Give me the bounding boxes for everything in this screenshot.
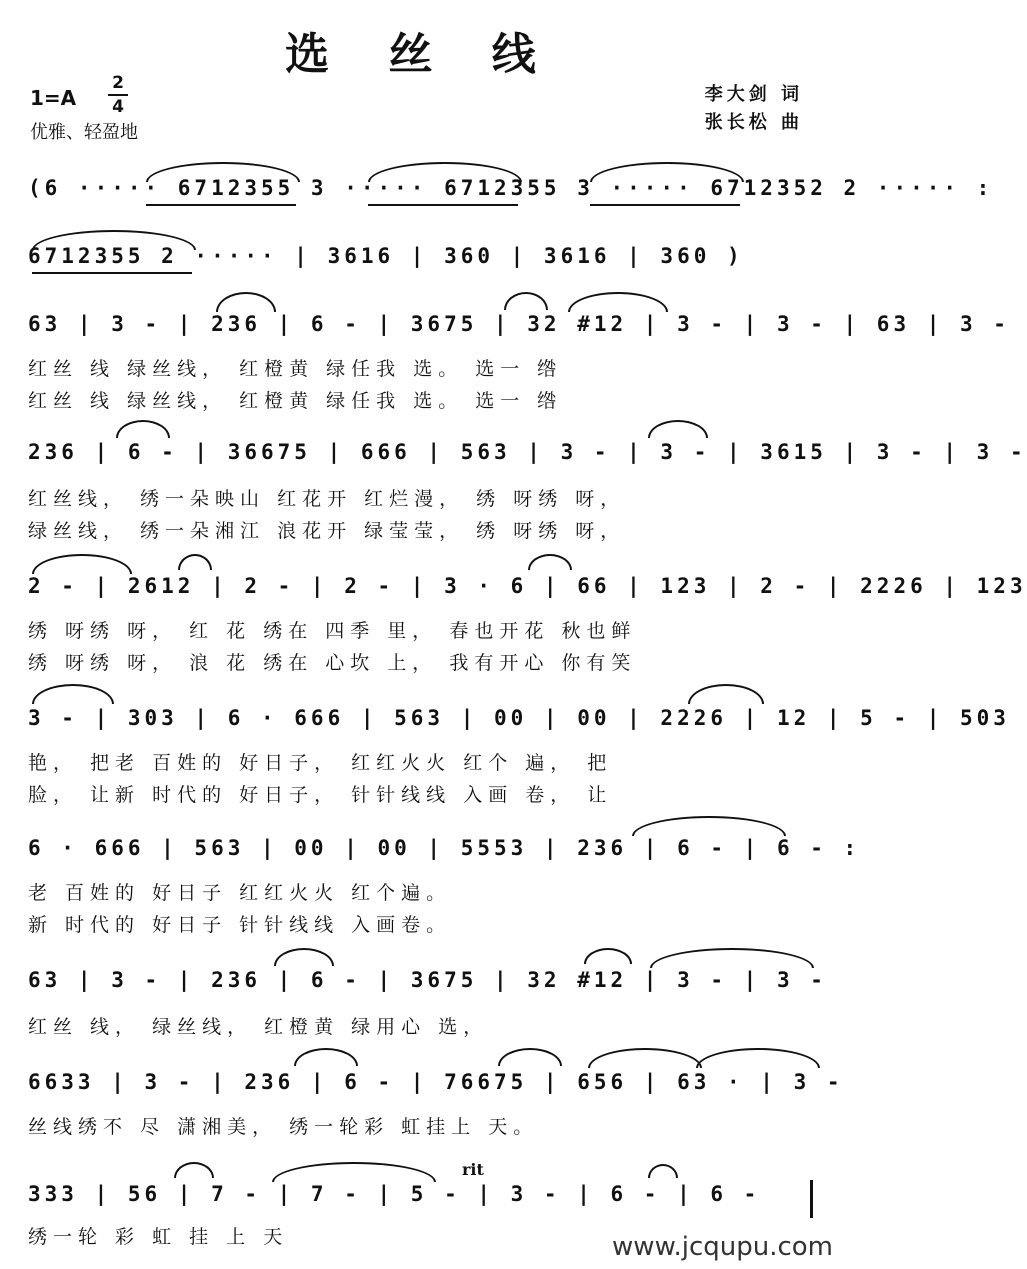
slur-mark <box>32 684 114 704</box>
time-signature <box>108 72 128 118</box>
slur-mark <box>174 1162 214 1178</box>
composer-credit: 张长松 曲 <box>704 112 803 133</box>
slur-mark <box>272 1162 436 1182</box>
lyricist-credit: 李大剑 词 <box>704 84 803 105</box>
time-signature-bar: 4 <box>108 94 128 118</box>
slur-mark <box>216 292 276 312</box>
ritardando-mark: rit <box>462 1160 484 1179</box>
music-row-7 <box>28 836 861 876</box>
slur-mark <box>178 554 212 570</box>
lyrics-verse-2: 新 时代的 好日子 针针线线 入画卷。 <box>28 914 452 936</box>
slur-mark <box>116 420 170 438</box>
jianpu-notes: 2 - | 2612 | 2 - | 2 - | 3 · 6 | 66 | 123 | 2 - | 2226 | 123 <box>28 574 1027 598</box>
music-row-4 <box>28 440 1027 480</box>
beam-line <box>368 204 518 206</box>
final-barline <box>810 1180 813 1218</box>
jianpu-notes: (6 ····· 6712355 3 ····· 6712355 3 ····· 6712352 2 ····· : <box>28 176 994 200</box>
fermata-mark <box>648 1164 678 1178</box>
lyrics-verse-1: 丝线绣不 尽 潇湘美， 绣一轮彩 虹挂上 天。 <box>28 1116 539 1138</box>
jianpu-notes: 333 | 56 | 7 - | 7 - | 5 - | 3 - | 6 - | 6 - <box>28 1182 761 1206</box>
lyrics-verse-2: 绣 呀绣 呀， 浪 花 绣在 心坎 上， 我有开心 你有笑 <box>28 652 637 674</box>
jianpu-notes: 6633 | 3 - | 236 | 6 - | 76675 | 656 | 63 · | 3 - <box>28 1070 844 1094</box>
lyrics-verse-1: 红丝线， 绣一朵映山 红花开 红烂漫， 绣 呀绣 呀， <box>28 488 626 510</box>
lyrics-verse-2: 红丝 线 绿丝线， 红橙黄 绿任我 选。 选一 绺 <box>28 390 563 412</box>
slur-mark <box>688 684 764 704</box>
lyrics-verse-1: 绣 呀绣 呀， 红 花 绣在 四季 里， 春也开花 秋也鲜 <box>28 620 637 642</box>
slur-mark <box>696 1048 820 1068</box>
music-row-5 <box>28 574 1027 614</box>
music-row-9 <box>28 1070 844 1110</box>
slur-mark <box>584 948 632 964</box>
lyrics-verse-1: 老 百姓的 好日子 红红火火 红个遍。 <box>28 882 452 904</box>
lyrics-verse-1: 艳， 把老 百姓的 好日子， 红红火火 红个 遍， 把 <box>28 752 613 774</box>
key-signature: 1=A <box>30 86 77 110</box>
music-row-6 <box>28 706 1010 746</box>
beam-line <box>146 204 296 206</box>
site-watermark: www.jcqupu.com <box>612 1232 833 1262</box>
beam-line <box>32 272 192 274</box>
slur-mark <box>648 420 708 438</box>
slur-mark <box>588 1048 702 1068</box>
music-row-2 <box>28 244 818 284</box>
lyrics-verse-2: 绿丝线， 绣一朵湘江 浪花开 绿莹莹， 绣 呀绣 呀， <box>28 520 626 542</box>
time-signature-top: 2 <box>112 73 124 93</box>
slur-mark <box>650 948 814 968</box>
jianpu-notes: 6712355 2 ····· | 3616 | 360 | 3616 | 360 ) <box>28 244 744 268</box>
slur-mark <box>274 948 334 966</box>
jianpu-notes: 3 - | 303 | 6 · 666 | 563 | 00 | 00 | 2226 | 12 | 5 - | 503 <box>28 706 1010 730</box>
jianpu-notes: 63 | 3 - | 236 | 6 - | 3675 | 32 #12 | 3 - | 3 - <box>28 968 827 992</box>
tempo-expression: 优雅、轻盈地 <box>30 122 138 143</box>
slur-mark <box>32 554 132 574</box>
jianpu-notes: 63 | 3 - | 236 | 6 - | 3675 | 32 #12 | 3 - | 3 - | 63 | 3 - <box>28 312 1010 336</box>
jianpu-notes: 6 · 666 | 563 | 00 | 00 | 5553 | 236 | 6 - | 6 - : <box>28 836 861 860</box>
lyrics-verse-1: 红丝 线， 绿丝线， 红橙黄 绿用心 选， <box>28 1016 489 1038</box>
slur-mark <box>504 292 548 310</box>
lyrics-verse-1: 绣一轮 彩 虹 挂 上 天 <box>28 1226 289 1248</box>
slur-mark <box>498 1048 562 1066</box>
slur-mark <box>528 554 572 570</box>
music-row-8 <box>28 968 827 1008</box>
slur-mark <box>568 292 668 312</box>
lyrics-verse-1: 红丝 线 绿丝线， 红橙黄 绿任我 选。 选一 绺 <box>28 358 563 380</box>
slur-mark <box>632 816 786 836</box>
lyrics-verse-2: 脸， 让新 时代的 好日子， 针针线线 入画 卷， 让 <box>28 784 613 806</box>
beam-line <box>590 204 740 206</box>
slur-mark <box>294 1048 358 1066</box>
music-row-3 <box>28 312 1010 352</box>
jianpu-notes: 236 | 6 - | 36675 | 666 | 563 | 3 - | 3 - | 3615 | 3 - | 3 - <box>28 440 1027 464</box>
song-title: 选 丝 线 <box>285 29 558 80</box>
music-row-10 <box>28 1182 818 1222</box>
music-row-1 <box>28 176 994 216</box>
